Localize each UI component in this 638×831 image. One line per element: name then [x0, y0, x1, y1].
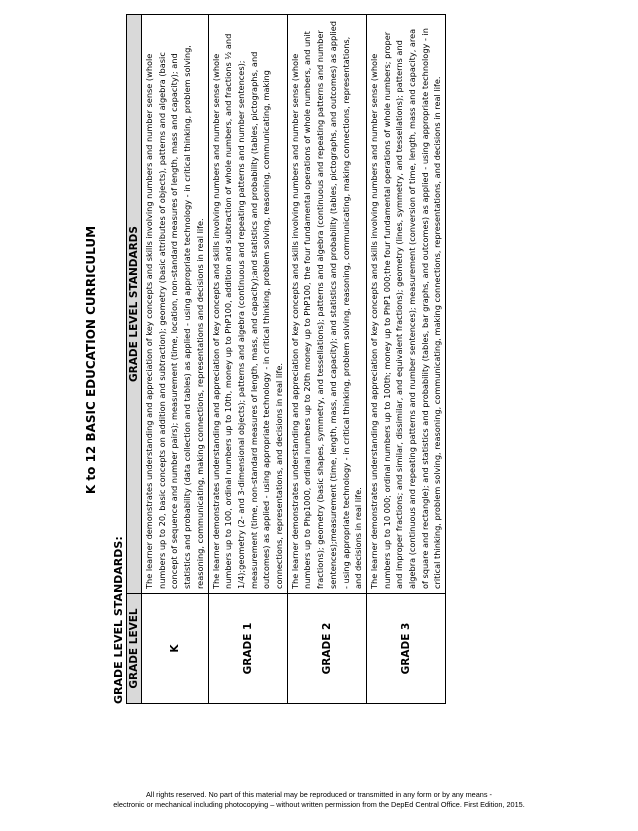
standard-cell: The learner demonstrates understanding and appreciation of key concepts and skills involving numbers and number sense (whole numbers up to Php1000, ordinal numbers up to 20th money up to PhP100, the four fundamental operations of whole numbers, and unit fractions); geometry (basic shapes, symmetry, and tessellations); patterns and algebra (continuous and repeating patterns and number sentences);measurement (time, length, mass, and capacity); and statistics and probability (tables, pictographs, and outcomes) as applied - using appropriate technology - in critical thinking, problem solving, reasoning, communicating, making connections, representations, and decisions in real life.	[287, 15, 366, 594]
standard-cell: The learner demonstrates understanding and appreciation of key concepts and skills involving numbers and number sense (whole numbers up to 10 000; ordinal numbers up to 100th; money up to PhP1 000;the four fundamental operations of whole numbers; proper and improper fractions; and similar, dissimilar, and equivalent fractions); geometry (lines, symmetry, and tessellations); patterns and algebra (continuous and repeating patterns and number sentences); measurement (conversion of time, length, mass and capacity, area of square and rectangle); and statistics and probability (tables, bar graphs, and outcomes) as applied - using appropriate technology - in critical thinking, problem solving, reasoning, communicating, making connections, representations, and decisions in real life.	[366, 15, 445, 594]
grade-level-cell: K	[142, 594, 209, 704]
table-row	[208, 15, 287, 704]
table-row	[142, 15, 209, 704]
table-row	[287, 15, 366, 704]
grade-level-cell: GRADE 3	[366, 594, 445, 704]
header-grade-level: GRADE LEVEL	[127, 594, 142, 704]
grade-standards-table	[126, 14, 446, 704]
table-header-row	[127, 15, 142, 704]
table-row	[366, 15, 445, 704]
standard-cell: The learner demonstrates understanding and appreciation of key concepts and skills involving numbers and number sense (whole numbers up to 20, basic concepts on addition and subtraction); geometry (basic attributes of objects), patterns and algebra (basic concept of sequence and number pairs); measurement (time, location, non-standard measures of length, mass and capacity); and statistics and probability (data collection and tables) as applied - using appropriate technology - in critical thinking, problem solving, reasoning, communicating, making connections, representations and decisions in real life.	[142, 15, 209, 594]
footer-copyright	[0, 790, 638, 810]
header-grade-level-standards: GRADE LEVEL STANDARDS	[127, 15, 142, 594]
grade-level-cell: GRADE 1	[208, 594, 287, 704]
standard-cell: The learner demonstrates understanding and appreciation of key concepts and skills involving numbers and number sense (whole numbers up to 100, ordinal numbers up to 10th, money up to PhP100, addition and subtraction of whole numbers, and fractions ½ and 1/4);geometry (2- and 3-dimensional objects); patterns and algebra (continuous and repeating patterns and number sentences); measurement (time, non-standard measures of length, mass, and capacity);and statistics and probability (tables, pictographs, and outcomes) as applied - using appropriate technology - in critical thinking, problem solving, reasoning, communicating, making connections, representations, and decisions in real life.	[208, 15, 287, 594]
footer-line-2: electronic or mechanical including photocopying – without written permission from the DepEd Central Office. First Edition, 2015.	[113, 800, 525, 809]
grade-level-cell: GRADE 2	[287, 594, 366, 704]
footer-line-1: All rights reserved. No part of this material may be reproduced or transmitted in any form or by any means -	[146, 790, 492, 799]
document-title: K to 12 BASIC EDUCATION CURRICULUM	[84, 225, 98, 495]
section-label: GRADE LEVEL STANDARDS:	[112, 536, 125, 704]
